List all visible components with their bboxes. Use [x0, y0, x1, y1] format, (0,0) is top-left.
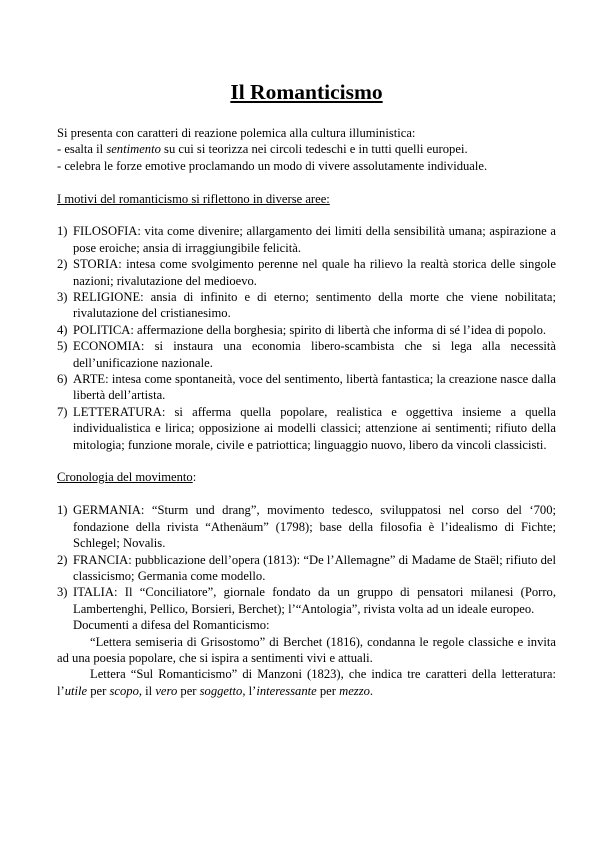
motivi-list [57, 223, 556, 453]
manzoni-text-per: per [177, 683, 200, 698]
documents-title: Documenti a difesa del Romanticismo: [73, 618, 270, 633]
manzoni-text-start: Lettera “Sul Romanticismo” di Manzoni (1823), che indica tre caratteri della letteratura: l’ [57, 667, 556, 698]
intro-section [57, 125, 556, 174]
list-item [57, 256, 556, 289]
list-item [57, 584, 556, 617]
list-item-text: ECONOMIA: si instaura una economia libero-scambista che si lega alla necessità dell’unificazione nazionale. [73, 339, 556, 370]
list-item-text: ITALIA: Il “Conciliatore”, giornale fondato da un gruppo di pensatori milanesi (Porro, Lambertenghi, Pellico, Borsieri, Berchet); l’“Antologia”, rivista volta ad un ideale europeo. [73, 585, 556, 616]
page-title: Il Romanticismo [230, 80, 383, 104]
cronologia-heading-colon: : [192, 470, 197, 485]
motivi-heading: I motivi del romanticismo si riflettono in diverse aree: [57, 191, 330, 206]
list-item-number: 1) [57, 503, 68, 518]
manzoni-text-sep: , l’ [242, 683, 257, 698]
list-item [57, 338, 556, 371]
list-item-number: 3) [57, 290, 68, 305]
intro-line-2-start: - esalta il [57, 142, 107, 157]
list-item-number: 1) [57, 224, 68, 239]
list-item-number: 5) [57, 339, 68, 354]
emphasis-utile: utile [64, 683, 88, 698]
cronologia-heading [57, 469, 556, 485]
cronologia-heading-text: Cronologia del movimento [57, 470, 193, 485]
list-item-text: RELIGIONE: ansia di infinito e di eterno; sentimento della morte che viene nobilitata; rivalutazione del cristianesimo. [73, 290, 556, 321]
intro-emphasis-sentimento: sentimento [106, 142, 161, 157]
list-item-number: 2) [57, 552, 68, 567]
intro-line-3: - celebra le forze emotive proclamando un modo di vivere assolutamente individuale. [57, 158, 488, 173]
list-item-number: 4) [57, 322, 68, 337]
list-item [57, 322, 556, 338]
list-item-number: 2) [57, 257, 68, 272]
emphasis-vero: vero [155, 683, 178, 698]
intro-line-1: Si presenta con caratteri di reazione polemica alla cultura illuministica: [57, 126, 416, 140]
list-item-text: STORIA: intesa come svolgimento perenne nel quale ha rilievo la realtà storica delle singole nazioni; rivalutazione del medioevo. [73, 257, 556, 288]
list-item-number: 6) [57, 372, 68, 387]
list-item-text: FRANCIA: pubblicazione dell’opera (1813): “De l’Allemagne” di Madame de Staël; rifiuto del classicismo; Germania come modello. [73, 552, 556, 583]
list-item-text: FILOSOFIA: vita come divenire; allargamento dei limiti della sensibilità umana; aspirazione a pose eroiche; ansia di irraggiungibile felicità. [73, 224, 556, 255]
intro-line-2-end: su cui si teorizza nei circoli tedeschi e in tutti quelli europei. [160, 142, 468, 157]
emphasis-mezzo: mezzo [339, 683, 370, 698]
intro-line-2 [57, 141, 556, 157]
emphasis-interessante: interessante [256, 683, 317, 698]
cronologia-list [57, 502, 556, 617]
list-item [57, 502, 556, 551]
list-item [57, 404, 556, 453]
manzoni-text-per: per [316, 683, 340, 698]
list-item [57, 552, 556, 585]
emphasis-scopo: scopo [109, 683, 139, 698]
list-item-text: GERMANIA: “Sturm und drang”, movimento tedesco, sviluppatosi nel corso del ‘700; fondazione della rivista “Athenäum” (1798); base della filosofia è l’idealismo di Fichte; Schlegel; Novalis. [73, 503, 556, 551]
list-item [57, 223, 556, 256]
list-item [57, 289, 556, 322]
list-item [57, 371, 556, 404]
list-item-text: POLITICA: affermazione della borghesia; spirito di libertà che informa di sé l’idea di popolo. [73, 322, 547, 337]
list-item-text: ARTE: intesa come spontaneità, voce del sentimento, libertà fantastica; la creazione nasce dalla libertà dell’artista. [73, 372, 556, 403]
manzoni-text-end: . [369, 683, 374, 698]
list-item-text: LETTERATURA: si afferma quella popolare, realistica e oggettiva insieme a quella individualistica e lirica; opposizione ai modelli classici; attenzione ai sentimenti; rifiuto della mitologia; funzione morale, civile e patriottica; linguaggio nuovo, libero da vincoli classicisti. [73, 404, 556, 452]
manzoni-text-sep: , il [138, 683, 156, 698]
emphasis-soggetto: soggetto [199, 683, 243, 698]
list-item-number: 7) [57, 404, 68, 419]
manzoni-text-per: per [87, 683, 110, 698]
list-item-number: 3) [57, 585, 68, 600]
document-manzoni [57, 666, 556, 699]
document-berchet: “Lettera semiseria di Grisostomo” di Berchet (1816), condanna le regole classiche e invita ad una poesia popolare, che si ispira a sentimenti vivi e attuali. [57, 634, 556, 665]
